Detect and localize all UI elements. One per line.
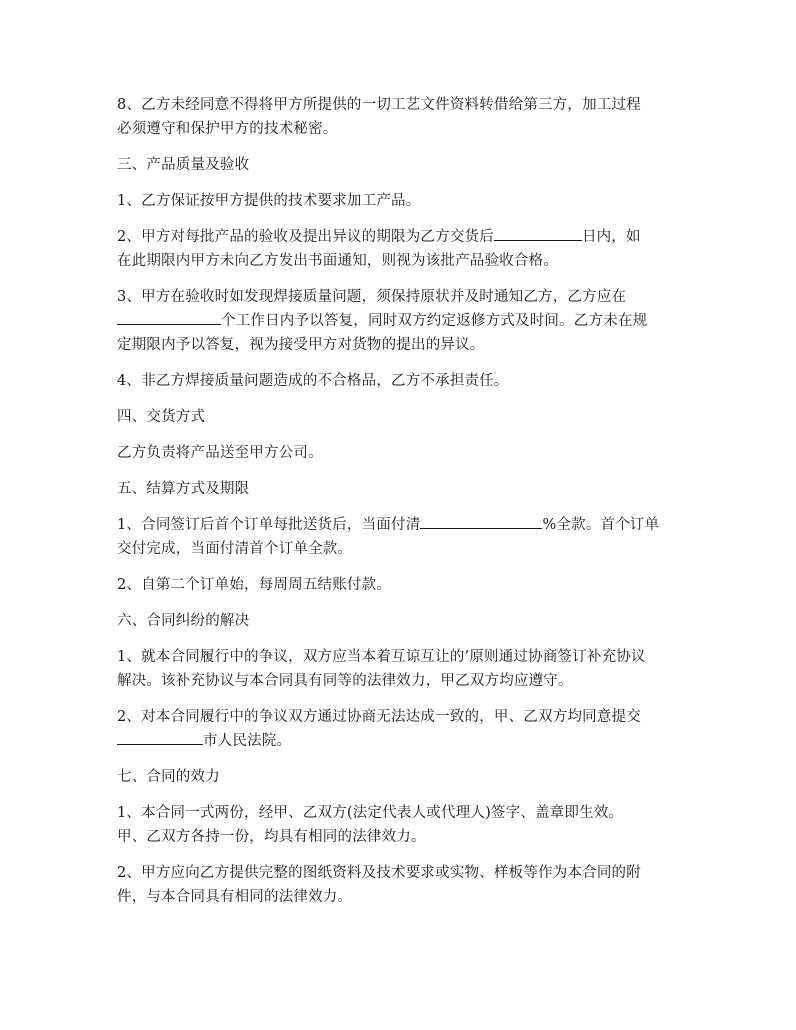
- text-line: 交付完成，当面付清首个订单全款。: [117, 541, 353, 557]
- text-line: [117, 225, 689, 249]
- fill-in-blank: [420, 513, 542, 529]
- text-line: [117, 729, 689, 753]
- text-segment: %全款。首个订单: [542, 517, 660, 533]
- text-line: [117, 513, 689, 537]
- clause-5-1: [117, 513, 689, 561]
- text-line: 必须遵守和保护甲方的技术秘密。: [117, 121, 338, 137]
- text-segment: 市人民法院。: [203, 733, 292, 749]
- clause-5-2: 2、自第二个订单始，每周周五结账付款。: [117, 577, 392, 593]
- clause-3-3: [117, 285, 689, 357]
- text-line: 在此期限内甲方未向乙方发出书面通知，则视为该批产品验收合格。: [117, 253, 558, 269]
- clause-7-1: [117, 801, 689, 849]
- clause-6-1: [117, 645, 689, 693]
- section-heading-7: 七、合同的效力: [117, 769, 220, 785]
- fill-in-blank: [117, 309, 221, 325]
- text-line: 3、甲方在验收时如发现焊接质量问题，须保持原状并及时通知乙方，乙方应在: [117, 289, 627, 305]
- text-segment: 个工作日内予以答复，同时双方约定返修方式及时间。乙方未在规: [221, 313, 648, 329]
- section-heading-6: 六、合同纠纷的解决: [117, 613, 250, 629]
- text-line: 2、甲方应向乙方提供完整的图纸资料及技术要求或实物、样板等作为本合同的附: [117, 865, 641, 881]
- text-line: 解决。该补充协议与本合同具有同等的法律效力，甲乙双方均应遵守。: [117, 673, 573, 689]
- text-segment: 2、甲方对每批产品的验收及提出异议的期限为乙方交货后: [117, 229, 494, 245]
- text-line: [117, 309, 689, 333]
- text-segment: 1、合同签订后首个订单每批送货后，当面付清: [117, 517, 421, 533]
- clause-7-2: [117, 861, 689, 909]
- text-segment: 日内，如: [581, 229, 641, 245]
- clause-6-2: [117, 705, 689, 753]
- text-line: 8、乙方未经同意不得将甲方所提供的一切工艺文件资料转借给第三方，加工过程: [117, 97, 641, 113]
- text-line: 1、本合同一式两份，经甲、乙双方(法定代表人或代理人)签字、盖章即生效。: [117, 805, 624, 821]
- clause-8-confidentiality: [117, 93, 689, 141]
- clause-4-delivery: 乙方负责将产品送至甲方公司。: [117, 445, 323, 461]
- text-line: 定期限内予以答复，视为接受甲方对货物的提出的异议。: [117, 337, 485, 353]
- fill-in-blank: [494, 225, 582, 241]
- text-line: 2、对本合同履行中的争议双方通过协商无法达成一致的，甲、乙双方均同意提交: [117, 709, 641, 725]
- section-heading-3: 三、产品质量及验收: [117, 157, 250, 173]
- clause-3-1: 1、乙方保证按甲方提供的技术要求加工产品。: [117, 193, 421, 209]
- section-heading-5: 五、结算方式及期限: [117, 481, 250, 497]
- text-line: 1、就本合同履行中的争议，双方应当本着互谅互让的’原则通过协商签订补充协议: [117, 649, 646, 665]
- text-line: 甲、乙双方各持一份，均具有相同的法律效力。: [117, 829, 426, 845]
- text-line: 件，与本合同具有相同的法律效力。: [117, 889, 353, 905]
- document-body: [117, 93, 689, 921]
- clause-3-4: 4、非乙方焊接质量问题造成的不合格品，乙方不承担责任。: [117, 373, 509, 389]
- fill-in-blank: [117, 729, 203, 745]
- clause-3-2: [117, 225, 689, 273]
- section-heading-4: 四、交货方式: [117, 409, 206, 425]
